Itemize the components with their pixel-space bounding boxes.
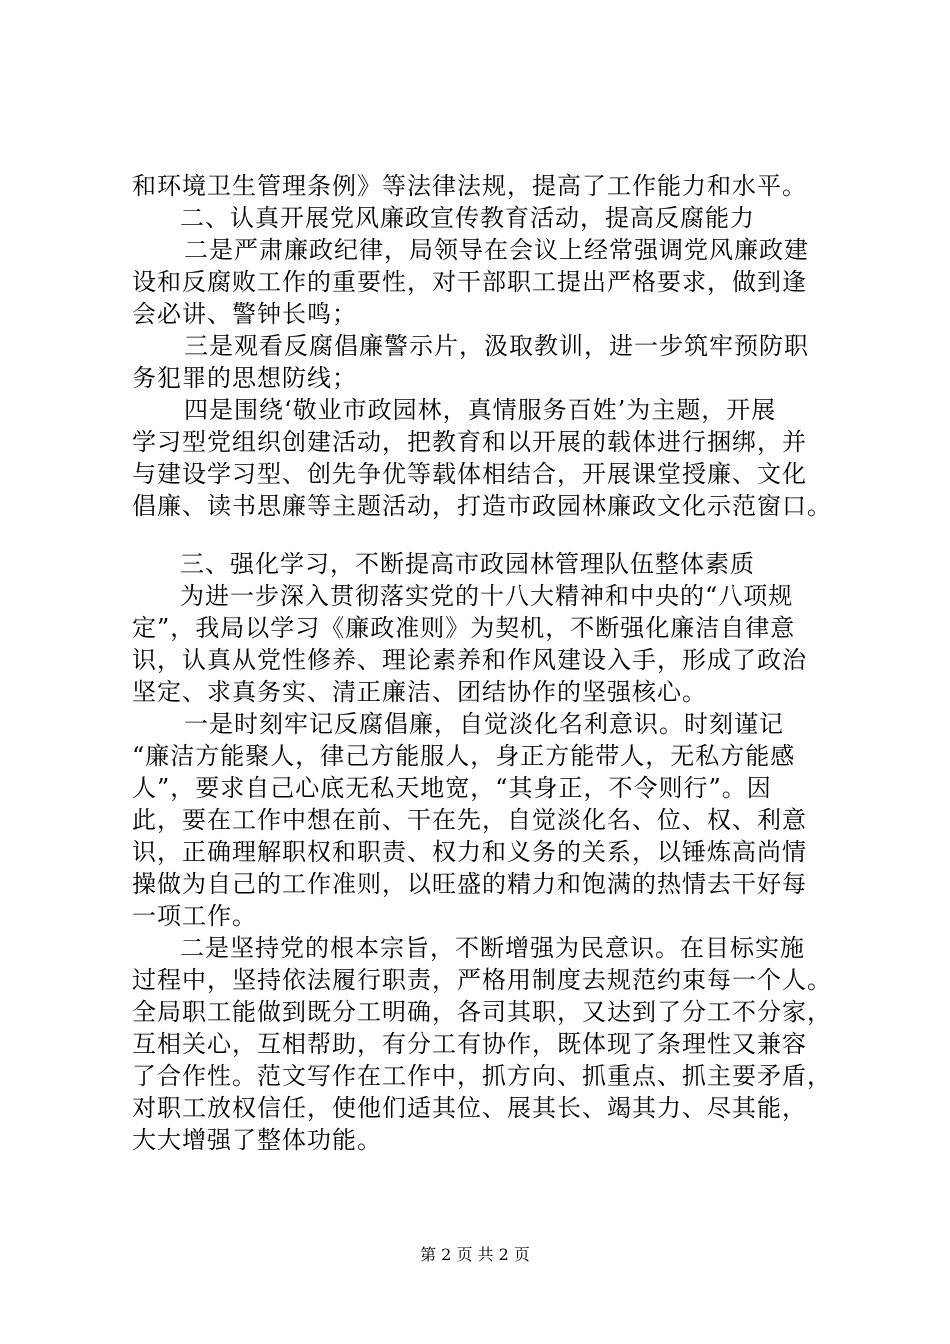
paragraph-line: 会必讲、警钟长鸣；: [132, 300, 357, 328]
paragraph-line: 二是坚持党的根本宗旨，不断增强为民意识。在目标实施: [180, 934, 805, 962]
paragraph-line: 互相关心，互相帮助，有分工有协作，既体现了条理性又兼容: [132, 1030, 807, 1058]
paragraph-line: 大大增强了整体功能。: [132, 1126, 382, 1154]
paragraph-line: 识，正确理解职权和职责、权力和义务的关系，以锤炼高尚情: [132, 838, 807, 866]
paragraph-line: 三是观看反腐倡廉警示片，汲取教训，进一步筑牢预防职: [184, 332, 809, 360]
paragraph-line: 和环境卫生管理条例》等法律法规，提高了工作能力和水平。: [132, 172, 807, 200]
paragraph-line: 定”，我局以学习《廉政准则》为契机，不断强化廉洁自律意: [132, 614, 796, 642]
paragraph-line: 对职工放权信任，使他们适其位、展其长、竭其力、尽其能，: [132, 1094, 807, 1122]
paragraph-line: 过程中，坚持依法履行职责，严格用制度去规范约束每一个人。: [132, 966, 832, 994]
paragraph-line: 坚定、求真务实、清正廉洁、团结协作的坚强核心。: [132, 678, 707, 706]
paragraph-line: 倡廉、读书思廉等主题活动，打造市政园林廉政文化示范窗口。: [132, 492, 832, 520]
paragraph-line: “廉洁方能聚人，律己方能服人，身正方能带人，无私方能感: [132, 742, 796, 770]
paragraph-line: 了合作性。范文写作在工作中，抓方向、抓重点、抓主要矛盾，: [132, 1062, 832, 1090]
section-heading: 三、强化学习，不断提高市政园林管理队伍整体素质: [180, 550, 755, 578]
paragraph-line: 此，要在工作中想在前、干在先，自觉淡化名、位、权、利意: [132, 806, 807, 834]
paragraph-line: 四是围绕‘敬业市政园林，真情服务百姓’为主题，开展: [184, 396, 777, 424]
paragraph-gap: [132, 522, 832, 548]
section-heading: 二、认真开展党风廉政宣传教育活动，提高反腐能力: [180, 204, 755, 232]
paragraph-line: 操做为自己的工作准则，以旺盛的精力和饱满的热情去干好每: [132, 870, 807, 898]
paragraph-line: 人”，要求自己心底无私天地宽，“其身正，不令则行”。因: [132, 774, 772, 802]
paragraph-line: 与建设学习型、创先争优等载体相结合，开展课堂授廉、文化: [132, 460, 807, 488]
paragraph-line: 全局职工能做到既分工明确，各司其职，又达到了分工不分家，: [132, 998, 832, 1026]
paragraph-line: 一项工作。: [132, 902, 257, 930]
paragraph-line: 一是时刻牢记反腐倡廉，自觉淡化名利意识。时刻谨记: [184, 710, 784, 738]
document-body: [132, 170, 832, 1156]
paragraph-line: 务犯罪的思想防线；: [132, 364, 357, 392]
paragraph-line: 识，认真从党性修养、理论素养和作风建设入手，形成了政治: [132, 646, 807, 674]
paragraph-line: 设和反腐败工作的重要性，对干部职工提出严格要求，做到逢: [132, 268, 807, 296]
page-number: 第 2 页 共 2 页: [420, 1245, 530, 1264]
paragraph-line: 学习型党组织创建活动，把教育和以开展的载体进行捆绑，并: [132, 428, 807, 456]
paragraph-line: 二是严肃廉政纪律，局领导在会议上经常强调党风廉政建: [184, 236, 809, 264]
paragraph-line: 为进一步深入贯彻落实党的十八大精神和中央的“八项规: [180, 582, 794, 610]
